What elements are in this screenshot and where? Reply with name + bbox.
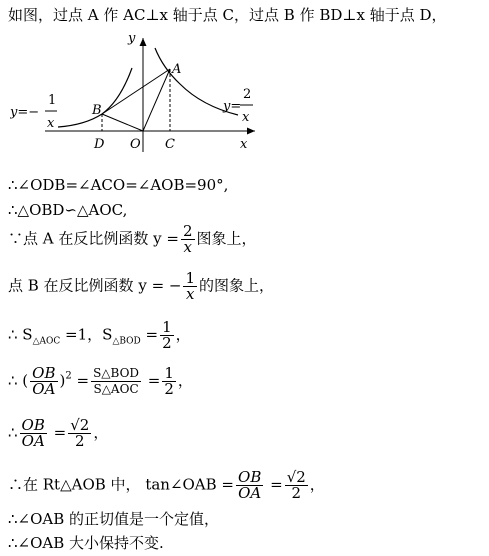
step-5 (8, 320, 191, 351)
step-2: ∴△OBD∽△AOC, (8, 201, 128, 219)
frac-den: OA (21, 432, 45, 450)
step-5-a: ∴ S (8, 325, 33, 344)
step-3-pre: ∵点 A 在反比例函数 y = (8, 229, 179, 248)
frac-num: 1 (162, 318, 172, 336)
frac-ob-oa (30, 366, 57, 397)
label-D: D (94, 137, 105, 152)
frac-1-over-2 (160, 320, 174, 351)
step-9: ∴∠OAB 的正切值是一个定值， (8, 510, 220, 528)
frac-num: OB (21, 416, 45, 434)
frac-root2-over-2 (68, 418, 91, 449)
frac-num: 1 (164, 364, 174, 382)
right-func-num: 2 (243, 87, 252, 102)
function-graph-figure (10, 28, 290, 158)
left-hyperbola-curve (58, 68, 132, 127)
step-6-mid: ) (59, 371, 66, 390)
frac-1-over-x (183, 271, 197, 302)
step-3-post: 图象上， (196, 229, 257, 248)
left-func-num: 1 (48, 93, 57, 108)
x-axis-arrow-icon (247, 128, 255, 135)
frac-den: x (186, 285, 195, 303)
step-7-pre: ∴ (8, 423, 18, 442)
intro-line: 如图，过点 A 作 AC⊥x 轴于点 C，过点 B 作 BD⊥x 轴于点 D， (8, 6, 447, 24)
step-10: ∴∠OAB 大小保持不变. (8, 534, 164, 552)
frac-num: S△BOD (93, 366, 140, 380)
frac-den: OA (238, 484, 262, 502)
frac-num: √2 (70, 416, 90, 434)
step-5-c: = (140, 325, 159, 344)
frac-num: 2 (182, 222, 193, 240)
label-O: O (130, 137, 141, 152)
step-4-pre: 点 B 在反比例函数 y = − (8, 276, 182, 295)
step-6 (8, 366, 193, 397)
step-3 (8, 224, 257, 255)
left-func-den: x (47, 116, 55, 131)
frac-2-over-x (181, 224, 195, 255)
step-8-end: ， (309, 475, 325, 494)
label-B: B (92, 103, 102, 118)
frac-den: 2 (164, 380, 174, 398)
step-4 (8, 271, 274, 302)
label-A: A (172, 62, 182, 77)
step-4-post: 的图象上， (199, 276, 275, 295)
step-7 (8, 418, 108, 449)
step-6-end: ， (177, 371, 193, 390)
step-8-pre: ∴在 Rt△AOB 中， tan∠OAB = (8, 475, 235, 494)
frac-num: OB (238, 468, 262, 486)
sub-bod: △BOD (112, 336, 141, 347)
frac-num: 1 (185, 269, 196, 287)
step-6-eq: = (71, 371, 90, 390)
y-axis-arrow-icon (140, 38, 147, 46)
label-y: y (128, 31, 136, 46)
frac-den: OA (32, 380, 56, 398)
frac-den: 2 (291, 484, 302, 502)
frac-den: 2 (75, 432, 85, 450)
frac-num: √2 (286, 468, 306, 486)
frac-ob-oa (236, 470, 263, 501)
sup-2: 2 (65, 370, 72, 382)
frac-ob-oa (20, 418, 47, 449)
segment-OB (102, 114, 143, 131)
step-8-eq: = (265, 475, 283, 494)
frac-den: S△AOC (93, 382, 139, 396)
step-5-b: =1，S (60, 325, 113, 344)
step-7-end: ， (93, 423, 109, 442)
step-5-end: ， (175, 325, 191, 344)
frac-num: OB (32, 364, 56, 382)
left-func-eq: y=− (10, 105, 40, 120)
right-func-den: x (242, 110, 250, 125)
step-6-pre: ∴ ( (8, 371, 29, 390)
sub-aoc: △AOC (32, 336, 61, 347)
frac-root2-over-2 (285, 470, 308, 501)
step-7-eq: = (48, 423, 67, 442)
frac-1-over-2 (162, 366, 176, 397)
frac-den: 2 (162, 334, 172, 352)
step-1: ∴∠ODB=∠ACO=∠AOB=90°, (8, 176, 229, 194)
label-x: x (240, 137, 248, 152)
frac-area-ratio (91, 366, 141, 397)
label-C: C (165, 137, 175, 152)
step-6-eq2: = (143, 371, 161, 390)
frac-den: x (183, 238, 192, 256)
right-func-eq: y= (223, 99, 242, 114)
step-8 (8, 470, 325, 501)
